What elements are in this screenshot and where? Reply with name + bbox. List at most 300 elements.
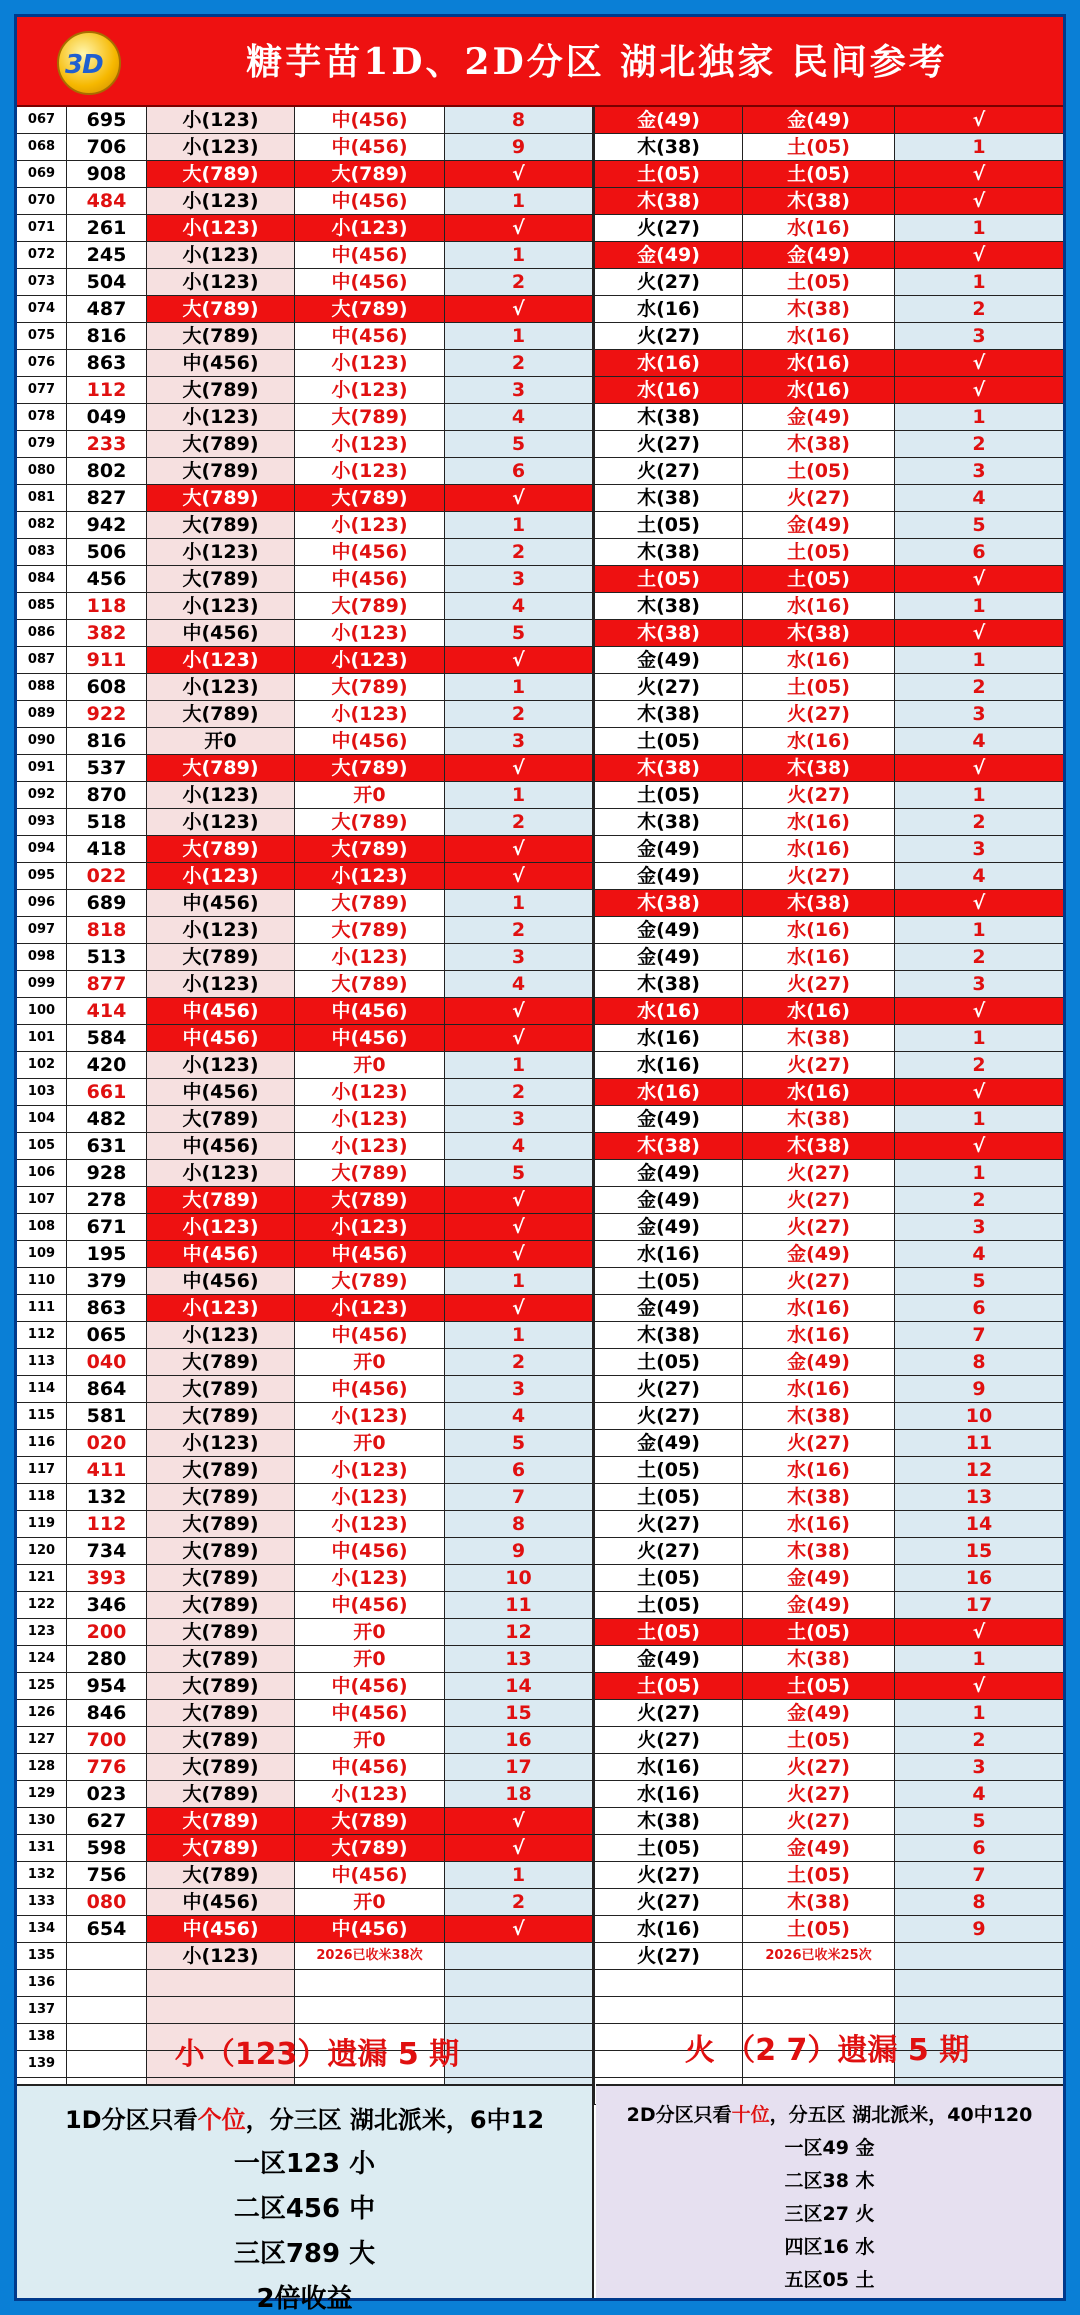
zone-1d-cell: 小(123) <box>147 1052 295 1078</box>
outcome-1d-cell: 1 <box>445 1268 593 1294</box>
zone-1d-cell: 小(123) <box>147 242 295 268</box>
zone-2d-cell: 金(49) <box>595 1106 743 1132</box>
draw-number-cell: 020 <box>67 1430 147 1456</box>
table-row <box>17 620 1063 647</box>
outcome-1d-cell: √ <box>445 215 593 241</box>
pred-1d-cell: 小(123) <box>295 620 445 646</box>
table-row <box>17 512 1063 539</box>
pred-2d-cell: 火(27) <box>743 1781 895 1807</box>
outcome-1d-cell: 3 <box>445 1106 593 1132</box>
issue-cell: 118 <box>17 1484 67 1510</box>
pred-2d-cell: 土(05) <box>743 1727 895 1753</box>
issue-cell: 086 <box>17 620 67 646</box>
issue-cell: 133 <box>17 1889 67 1915</box>
zone-2d-cell: 火(27) <box>595 431 743 457</box>
issue-cell: 124 <box>17 1646 67 1672</box>
footer-right-heading <box>596 2100 1063 2127</box>
table-row <box>17 1268 1063 1295</box>
outcome-2d-cell: √ <box>895 1619 1063 1645</box>
draw-number-cell: 802 <box>67 458 147 484</box>
outcome-1d-cell: 3 <box>445 1376 593 1402</box>
zone-2d-cell: 土(05) <box>595 1349 743 1375</box>
pred-1d-cell: 小(123) <box>295 377 445 403</box>
outcome-2d-cell: 4 <box>895 485 1063 511</box>
pred-1d-cell: 小(123) <box>295 1106 445 1132</box>
outcome-1d-cell: 9 <box>445 134 593 160</box>
column-separator <box>593 1133 595 1159</box>
pred-1d-cell: 中(456) <box>295 1754 445 1780</box>
footer-left-heading-a: 1D分区只看 <box>64 2106 198 2134</box>
outcome-2d-cell: 3 <box>895 836 1063 862</box>
outcome-1d-cell: 8 <box>445 107 593 133</box>
table-row <box>17 350 1063 377</box>
outcome-2d-cell: 8 <box>895 1349 1063 1375</box>
pred-2d-cell: 木(38) <box>743 1646 895 1672</box>
column-separator <box>593 1160 595 1186</box>
outcome-2d-cell: 15 <box>895 1538 1063 1564</box>
outcome-2d-cell: 16 <box>895 1565 1063 1591</box>
issue-cell: 091 <box>17 755 67 781</box>
zone-1d-cell: 大(789) <box>147 512 295 538</box>
issue-cell: 130 <box>17 1808 67 1834</box>
pred-1d-cell: 开0 <box>295 1430 445 1456</box>
draw-number-cell <box>67 2024 147 2050</box>
table-row <box>17 1511 1063 1538</box>
issue-cell: 094 <box>17 836 67 862</box>
issue-cell: 112 <box>17 1322 67 1348</box>
outcome-1d-cell: 2 <box>445 1349 593 1375</box>
zone-1d-cell: 中(456) <box>147 1133 295 1159</box>
outcome-1d-cell: √ <box>445 161 593 187</box>
draw-number-cell: 695 <box>67 107 147 133</box>
outcome-2d-cell: √ <box>895 107 1063 133</box>
issue-cell: 092 <box>17 782 67 808</box>
table-row <box>17 1430 1063 1457</box>
zone-2d-cell: 土(05) <box>595 1457 743 1483</box>
pred-2d-cell: 金(49) <box>743 1565 895 1591</box>
zone-2d-cell: 火(27) <box>595 323 743 349</box>
pred-1d-cell: 大(789) <box>295 971 445 997</box>
draw-number-cell: 608 <box>67 674 147 700</box>
logo-text: 3D <box>65 50 103 80</box>
zone-1d-cell: 小(123) <box>147 809 295 835</box>
issue-cell: 070 <box>17 188 67 214</box>
zone-1d-cell: 小(123) <box>147 107 295 133</box>
pred-2d-cell: 金(49) <box>743 512 895 538</box>
outcome-2d-cell: 6 <box>895 1835 1063 1861</box>
outcome-2d-cell: 2 <box>895 944 1063 970</box>
pred-2d-cell: 火(27) <box>743 1160 895 1186</box>
pred-2d-cell: 土(05) <box>743 566 895 592</box>
issue-cell: 119 <box>17 1511 67 1537</box>
zone-1d-cell: 小(123) <box>147 647 295 673</box>
zone-2d-cell: 水(16) <box>595 998 743 1024</box>
column-separator <box>593 485 595 511</box>
column-separator <box>593 1889 595 1915</box>
column-separator <box>593 674 595 700</box>
table-row <box>17 215 1063 242</box>
draw-number-cell: 654 <box>67 1916 147 1942</box>
pred-1d-cell: 小(123) <box>295 350 445 376</box>
pred-2d-cell: 火(27) <box>743 1808 895 1834</box>
zone-1d-cell: 中(456) <box>147 1268 295 1294</box>
outcome-2d-cell: 12 <box>895 1457 1063 1483</box>
pred-1d-cell: 中(456) <box>295 1673 445 1699</box>
pred-1d-cell: 大(789) <box>295 809 445 835</box>
outcome-1d-cell: √ <box>445 755 593 781</box>
outcome-2d-cell: 4 <box>895 863 1063 889</box>
table-row <box>17 161 1063 188</box>
column-separator <box>593 1538 595 1564</box>
draw-number-cell: 420 <box>67 1052 147 1078</box>
table-row <box>17 1916 1063 1943</box>
zone-1d-cell: 小(123) <box>147 863 295 889</box>
draw-number-cell: 818 <box>67 917 147 943</box>
pred-1d-cell: 大(789) <box>295 836 445 862</box>
draw-number-cell: 280 <box>67 1646 147 1672</box>
pred-2d-cell: 木(38) <box>743 620 895 646</box>
pred-1d-cell: 小(123) <box>295 1403 445 1429</box>
zone-2d-cell: 水(16) <box>595 1241 743 1267</box>
pred-2d-cell: 金(49) <box>743 1700 895 1726</box>
pred-2d-cell: 金(49) <box>743 242 895 268</box>
outcome-2d-cell: 1 <box>895 1106 1063 1132</box>
outcome-1d-cell: 14 <box>445 1673 593 1699</box>
zone-1d-cell: 大(789) <box>147 1457 295 1483</box>
issue-cell: 103 <box>17 1079 67 1105</box>
table-row <box>17 1241 1063 1268</box>
zone-1d-cell: 开0 <box>147 728 295 754</box>
draw-number-cell: 537 <box>67 755 147 781</box>
pred-2d-cell: 水(16) <box>743 836 895 862</box>
table-row <box>17 1052 1063 1079</box>
outcome-2d-cell: 3 <box>895 1214 1063 1240</box>
zone-1d-cell: 大(789) <box>147 1403 295 1429</box>
outcome-2d-cell: √ <box>895 377 1063 403</box>
zone-2d-cell: 木(38) <box>595 1133 743 1159</box>
issue-cell: 131 <box>17 1835 67 1861</box>
column-separator <box>593 1214 595 1240</box>
outcome-2d-cell: 2 <box>895 674 1063 700</box>
column-separator <box>593 539 595 565</box>
draw-number-cell: 816 <box>67 323 147 349</box>
column-separator <box>593 377 595 403</box>
outcome-1d-cell: 1 <box>445 512 593 538</box>
zone-2d-cell: 水(16) <box>595 1754 743 1780</box>
draw-number-cell: 863 <box>67 1295 147 1321</box>
outcome-2d-cell: 5 <box>895 1268 1063 1294</box>
column-separator <box>593 1916 595 1942</box>
outcome-2d-cell: 9 <box>895 1376 1063 1402</box>
outcome-2d-cell: 3 <box>895 701 1063 727</box>
column-separator <box>593 512 595 538</box>
outcome-2d-cell: 1 <box>895 782 1063 808</box>
table-row <box>17 188 1063 215</box>
column-separator <box>593 1295 595 1321</box>
draw-number-cell: 346 <box>67 1592 147 1618</box>
zone-2d-cell: 土(05) <box>595 161 743 187</box>
zone-2d-cell: 木(38) <box>595 485 743 511</box>
outcome-1d-cell: 6 <box>445 1457 593 1483</box>
issue-cell: 090 <box>17 728 67 754</box>
draw-number-cell <box>67 1997 147 2023</box>
issue-cell: 108 <box>17 1214 67 1240</box>
footer-left-panel <box>17 2084 594 2314</box>
table-row <box>17 863 1063 890</box>
draw-number-cell: 689 <box>67 890 147 916</box>
pred-1d-cell: 中(456) <box>295 1916 445 1942</box>
zone-1d-cell: 小(123) <box>147 1214 295 1240</box>
outcome-1d-cell: 1 <box>445 1052 593 1078</box>
zone-2d-cell: 土(05) <box>595 1565 743 1591</box>
zone-1d-cell: 小(123) <box>147 1943 295 1969</box>
table-row <box>17 1808 1063 1835</box>
column-separator <box>593 782 595 808</box>
footer-left-heading-b: 个位 <box>197 2106 246 2134</box>
table-row <box>17 1835 1063 1862</box>
table-row <box>17 296 1063 323</box>
issue-cell: 074 <box>17 296 67 322</box>
zone-2d-cell: 土(05) <box>595 1673 743 1699</box>
pred-2d-cell: 土(05) <box>743 1862 895 1888</box>
column-separator <box>593 134 595 160</box>
pred-2d-cell: 火(27) <box>743 971 895 997</box>
outcome-2d-cell: 7 <box>895 1862 1063 1888</box>
table-row <box>17 1943 1063 1970</box>
pred-1d-cell: 中(456) <box>295 323 445 349</box>
draw-number-cell: 195 <box>67 1241 147 1267</box>
table-row <box>17 1214 1063 1241</box>
zone-1d-cell: 小(123) <box>147 782 295 808</box>
pred-1d-cell: 中(456) <box>295 242 445 268</box>
outcome-2d-cell: √ <box>895 620 1063 646</box>
pred-1d-cell: 小(123) <box>295 1781 445 1807</box>
column-separator <box>593 1484 595 1510</box>
table-row <box>17 566 1063 593</box>
outcome-2d-cell: 1 <box>895 593 1063 619</box>
outcome-1d-cell: 3 <box>445 728 593 754</box>
pred-2d-cell: 金(49) <box>743 1592 895 1618</box>
zone-1d-cell: 大(789) <box>147 1565 295 1591</box>
pred-2d-cell: 土(05) <box>743 161 895 187</box>
draw-number-cell: 504 <box>67 269 147 295</box>
outcome-1d-cell: √ <box>445 296 593 322</box>
outcome-1d-cell: √ <box>445 836 593 862</box>
column-separator <box>593 1268 595 1294</box>
issue-cell: 093 <box>17 809 67 835</box>
zone-2d-cell: 木(38) <box>595 1808 743 1834</box>
table-row <box>17 404 1063 431</box>
draw-number-cell: 631 <box>67 1133 147 1159</box>
pred-2d-cell: 水(16) <box>743 350 895 376</box>
outcome-2d-cell: 1 <box>895 647 1063 673</box>
column-separator <box>593 620 595 646</box>
draw-number-cell: 776 <box>67 1754 147 1780</box>
issue-cell: 101 <box>17 1025 67 1051</box>
pred-1d-cell: 大(789) <box>295 296 445 322</box>
column-separator <box>593 755 595 781</box>
column-separator <box>593 1241 595 1267</box>
draw-number-cell: 734 <box>67 1538 147 1564</box>
table-row <box>17 458 1063 485</box>
pred-2d-cell: 木(38) <box>743 1538 895 1564</box>
table-row <box>17 242 1063 269</box>
issue-cell: 132 <box>17 1862 67 1888</box>
zone-1d-cell: 大(789) <box>147 1349 295 1375</box>
pred-2d-cell: 木(38) <box>743 1106 895 1132</box>
outcome-1d-cell: √ <box>445 1187 593 1213</box>
draw-number-cell: 581 <box>67 1403 147 1429</box>
column-separator <box>593 836 595 862</box>
footer-left-heading-c: ，分三区 湖北派米，6中12 <box>245 2106 545 2134</box>
zone-1d-cell: 小(123) <box>147 971 295 997</box>
zone-2d-cell: 火(27) <box>595 674 743 700</box>
pred-1d-cell: 中(456) <box>295 188 445 214</box>
pred-2d-cell: 水(16) <box>743 944 895 970</box>
column-separator <box>593 1106 595 1132</box>
outcome-1d-cell: 4 <box>445 1133 593 1159</box>
zone-2d-cell: 水(16) <box>595 1079 743 1105</box>
footer-left-zone1: 一区123 小 <box>233 2149 376 2179</box>
outcome-1d-cell: √ <box>445 647 593 673</box>
draw-number-cell: 418 <box>67 836 147 862</box>
outcome-1d-cell: 17 <box>445 1754 593 1780</box>
zone-1d-cell: 中(456) <box>147 1916 295 1942</box>
footer-right-zone5: 五区05 土 <box>784 2269 875 2291</box>
table-row <box>17 1700 1063 1727</box>
outcome-1d-cell <box>445 1970 593 1996</box>
issue-cell: 135 <box>17 1943 67 1969</box>
footer-left-zone2: 二区456 中 <box>233 2194 376 2224</box>
outcome-2d-cell: 1 <box>895 1700 1063 1726</box>
zone-2d-cell: 金(49) <box>595 1646 743 1672</box>
zone-1d-cell: 小(123) <box>147 404 295 430</box>
issue-cell: 072 <box>17 242 67 268</box>
table-row <box>17 1646 1063 1673</box>
issue-cell: 123 <box>17 1619 67 1645</box>
pred-1d-cell: 小(123) <box>295 215 445 241</box>
column-separator <box>593 701 595 727</box>
pred-1d-cell: 开0 <box>295 1052 445 1078</box>
pred-1d-cell: 中(456) <box>295 1025 445 1051</box>
column-separator <box>593 2024 595 2050</box>
pred-1d-cell: 大(789) <box>295 1268 445 1294</box>
table-row <box>17 1322 1063 1349</box>
outcome-2d-cell: √ <box>895 188 1063 214</box>
column-separator <box>593 215 595 241</box>
outcome-1d-cell: 2 <box>445 1889 593 1915</box>
zone-1d-cell: 大(789) <box>147 323 295 349</box>
outcome-1d-cell: √ <box>445 1916 593 1942</box>
zone-2d-cell: 木(38) <box>595 809 743 835</box>
issue-cell: 077 <box>17 377 67 403</box>
column-separator <box>593 1754 595 1780</box>
pred-1d-cell: 中(456) <box>295 539 445 565</box>
outcome-2d-cell: 4 <box>895 1241 1063 1267</box>
pred-2d-cell: 金(49) <box>743 1835 895 1861</box>
footer-right-zone1: 一区49 金 <box>784 2137 875 2159</box>
table-row <box>17 1889 1063 1916</box>
outcome-2d-cell: 6 <box>895 539 1063 565</box>
outcome-1d-cell: 9 <box>445 1538 593 1564</box>
zone-2d-cell: 金(49) <box>595 863 743 889</box>
pred-1d-cell: 大(789) <box>295 1835 445 1861</box>
draw-number-cell: 513 <box>67 944 147 970</box>
outcome-2d-cell: 1 <box>895 1646 1063 1672</box>
pred-1d-cell: 2026已收米38次 <box>295 1943 445 1969</box>
zone-2d-cell: 金(49) <box>595 107 743 133</box>
outcome-1d-cell: 3 <box>445 566 593 592</box>
zone-2d-cell: 土(05) <box>595 566 743 592</box>
outcome-2d-cell: √ <box>895 1673 1063 1699</box>
draw-number-cell <box>67 2051 147 2077</box>
column-separator <box>593 1808 595 1834</box>
outcome-1d-cell: 5 <box>445 620 593 646</box>
pred-1d-cell: 小(123) <box>295 863 445 889</box>
draw-number-cell: 928 <box>67 1160 147 1186</box>
table-row <box>17 593 1063 620</box>
column-separator <box>593 404 595 430</box>
outcome-1d-cell: 7 <box>445 1484 593 1510</box>
outcome-1d-cell: 1 <box>445 323 593 349</box>
outcome-1d-cell: 4 <box>445 971 593 997</box>
pred-2d-cell: 土(05) <box>743 134 895 160</box>
issue-cell: 129 <box>17 1781 67 1807</box>
draw-number-cell: 245 <box>67 242 147 268</box>
zone-1d-cell: 小(123) <box>147 134 295 160</box>
column-separator <box>593 161 595 187</box>
zone-2d-cell: 水(16) <box>595 296 743 322</box>
pred-1d-cell: 小(123) <box>295 944 445 970</box>
outcome-2d-cell: √ <box>895 755 1063 781</box>
pred-1d-cell: 小(123) <box>295 458 445 484</box>
zone-2d-cell: 土(05) <box>595 1835 743 1861</box>
outcome-2d-cell: √ <box>895 566 1063 592</box>
pred-2d-cell: 火(27) <box>743 1052 895 1078</box>
issue-cell: 115 <box>17 1403 67 1429</box>
zone-2d-cell <box>595 1997 743 2023</box>
missing-left-text: 小（123）遗漏 5 期 <box>174 2037 460 2072</box>
zone-2d-cell: 火(27) <box>595 458 743 484</box>
footer-right-panel <box>596 2084 1063 2298</box>
pred-1d-cell: 中(456) <box>295 1241 445 1267</box>
draw-number-cell: 065 <box>67 1322 147 1348</box>
outcome-1d-cell: 1 <box>445 782 593 808</box>
pred-1d-cell: 大(789) <box>295 1187 445 1213</box>
outcome-2d-cell: √ <box>895 998 1063 1024</box>
column-separator <box>593 1592 595 1618</box>
outcome-2d-cell <box>895 1943 1063 1969</box>
outcome-2d-cell: 13 <box>895 1484 1063 1510</box>
outcome-1d-cell <box>445 1943 593 1969</box>
zone-1d-cell: 大(789) <box>147 161 295 187</box>
pred-2d-cell: 土(05) <box>743 458 895 484</box>
issue-cell: 120 <box>17 1538 67 1564</box>
zone-1d-cell: 大(789) <box>147 1484 295 1510</box>
pred-1d-cell: 中(456) <box>295 134 445 160</box>
draw-number-cell: 584 <box>67 1025 147 1051</box>
column-separator <box>593 917 595 943</box>
pred-2d-cell <box>743 1997 895 2023</box>
outcome-1d-cell: 2 <box>445 917 593 943</box>
column-separator <box>593 1511 595 1537</box>
pred-1d-cell: 开0 <box>295 1619 445 1645</box>
outcome-1d-cell: 16 <box>445 1727 593 1753</box>
table-row <box>17 1862 1063 1889</box>
draw-number-cell: 112 <box>67 377 147 403</box>
pred-2d-cell: 水(16) <box>743 1457 895 1483</box>
zone-2d-cell: 火(27) <box>595 215 743 241</box>
